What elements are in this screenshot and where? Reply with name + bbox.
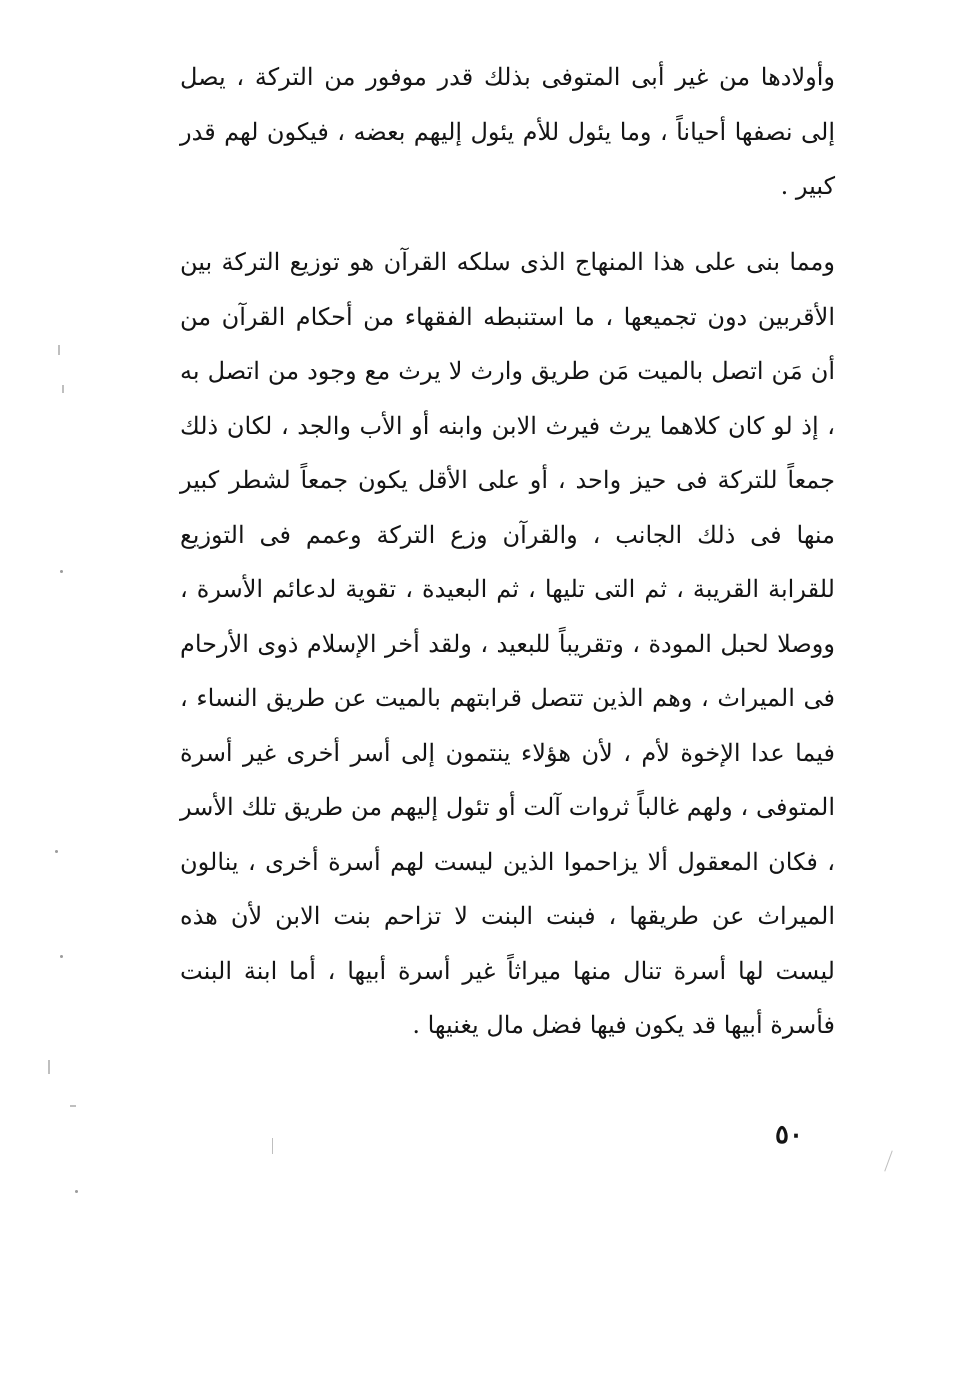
- scan-artifact: [62, 385, 64, 393]
- body-paragraph-2: [180, 235, 835, 1053]
- scan-speck: [60, 570, 63, 573]
- scan-artifact: [48, 1060, 50, 1074]
- scan-speck: [60, 955, 63, 958]
- scan-speck: [75, 1190, 78, 1193]
- scan-artifact: [70, 1105, 76, 1107]
- body-paragraph-1: [180, 50, 835, 214]
- scan-speck: [55, 850, 58, 853]
- scan-artifact: [884, 1150, 892, 1171]
- scan-artifact: [58, 345, 60, 355]
- paragraph-text: وأولادها من غير أبى المتوفى بذلك قدر موفور من التركة ، يصل إلى نصفها أحياناً ، وما يئول للأم يئول إليهم بعضه ، فيكون لهم قدر كبير .: [180, 63, 835, 200]
- paragraph-text: ومما بنى على هذا المنهاج الذى سلكه القرآن هو توزيع التركة بين الأقربين دون تجميعها ، ما استنبطه الفقهاء من أحكام القرآن من أن مَن اتصل بالميت مَن طريق وارث لا يرث مع وجود من اتصل به ، إذ لو كان كلاهما يرث فيرث الابن وابنه أو الأب والجد ، لكان ذلك جمعاً للتركة فى حيز واحد ، أو على الأقل يكون جمعاً لشطر كبير منها فى ذلك الجانب ، والقرآن وزع التركة وعمم فى التوزيع للقرابة القريبة ، ثم التى تليها ، ثم البعيدة ، تقوية لدعائم الأسرة ، ووصلا لحبل المودة ، وتقريباً للبعيد ، ولقد أخر الإسلام ذوى الأرحام فى الميراث ، وهم الذين تتصل قرابتهم بالميت عن طريق النساء ، فيما عدا الإخوة لأم ، لأن هؤلاء ينتمون إلى أسر أخرى غير أسرة المتوفى ، ولهم غالباً ثروات آلت أو تئول إليهم من طريق تلك الأسر ، فكان المعقول ألا يزاحموا الذين ليست لهم أسرة أخرى ، ينالون الميراث عن طريقها ، فبنت البنت لا تزاحم بنت الابن لأن هذه ليست لها أسرة تنال منها ميراثاً غير أسرة أبيها ، أما ابنة البنت فأسرة أبيها قد يكون فيها فضل مال يغنيها .: [180, 248, 835, 1039]
- page-number: ٥٠: [775, 1120, 803, 1150]
- scan-artifact: [272, 1138, 273, 1154]
